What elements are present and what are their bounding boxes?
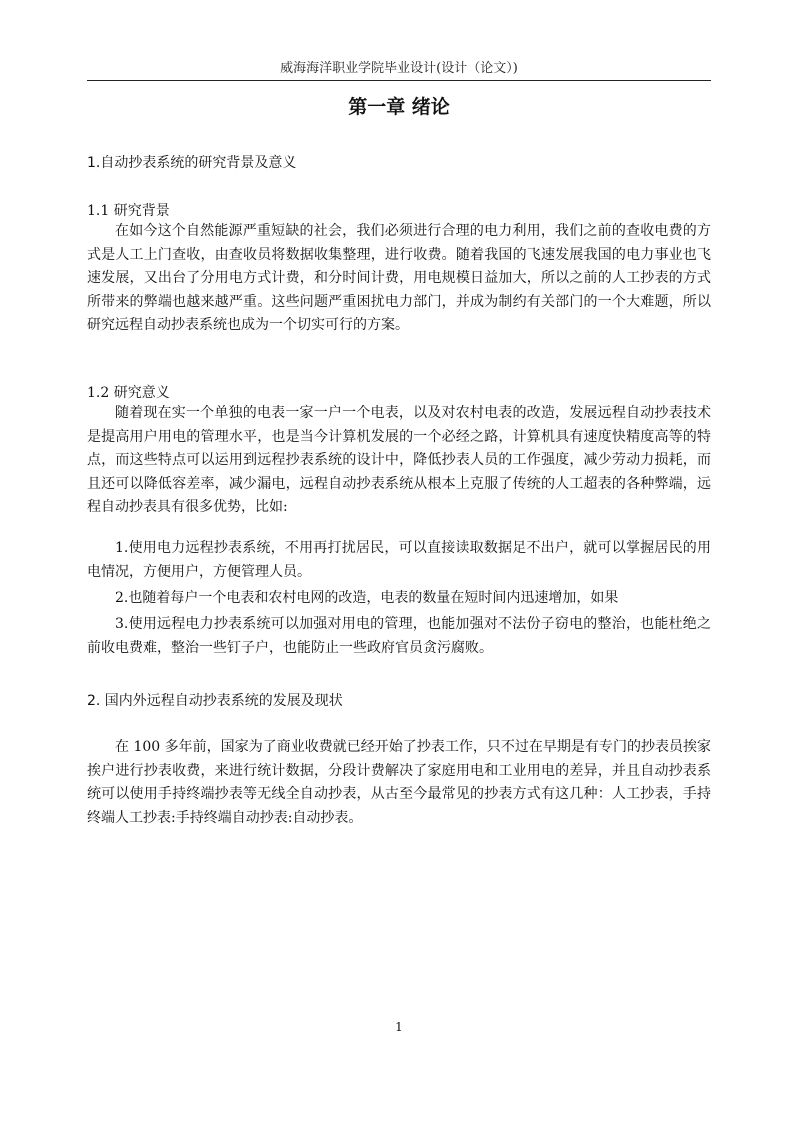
running-header: 威海海洋职业学院毕业设计(设计（论文）) bbox=[280, 61, 518, 76]
subsection-1-1-heading: 1.1 研究背景 bbox=[87, 203, 170, 219]
section-2-heading: 2. 国内外远程自动抄表系统的发展及现状 bbox=[87, 693, 343, 709]
list-item-3: 3.使用远程电力抄表系统可以加强对用电的管理，也能加强对不法份子窃电的整治，也能杜绝之前收电费难，整治一些钉子户，也能防止一些政府官员贪污腐败。 bbox=[87, 616, 711, 656]
header-divider bbox=[87, 80, 711, 81]
list-item-2: 2.也随着每户一个电表和农村电网的改造，电表的数量在短时间内迅速增加，如果 bbox=[115, 590, 619, 606]
chapter-title: 第一章 绪论 bbox=[348, 96, 450, 118]
subsection-1-2-heading: 1.2 研究意义 bbox=[87, 385, 170, 401]
section-1-heading: 1.自动抄表系统的研究背景及意义 bbox=[87, 155, 297, 171]
subsection-1-1-paragraph: 在如今这个自然能源严重短缺的社会，我们必须进行合理的电力利用，我们之前的查收电费的方式是人工上门查收，由查收员将数据收集整理，进行收费。随着我国的飞速发展我国的电力事业也飞速发展，又出台了分用电方式计费，和分时间计费，用电规模日益加大，所以之前的人工抄表的方式所带来的弊端也越来越严重。这些问题严重困扰电力部门，并成为制约有关部门的一个大难题，所以研究远程自动抄表系统也成为一个切实可行的方案。 bbox=[87, 223, 711, 333]
section-2-paragraph: 在 100 多年前，国家为了商业收费就已经开始了抄表工作，只不过在早期是有专门的抄表员挨家挨户进行抄表收费，来进行统计数据，分段计费解决了家庭用电和工业用电的差异，并且自动抄表系统可以使用手持终端抄表等无线全自动抄表，从古至今最常见的抄表方式有这几种：人工抄表，手持终端人工抄表:手持终端自动抄表:自动抄表。 bbox=[87, 739, 711, 826]
subsection-1-2-paragraph: 随着现在实一个单独的电表一家一户一个电表，以及对农村电表的改造，发展远程自动抄表技术是提高用户用电的管理水平，也是当今计算机发展的一个必经之路，计算机具有速度快精度高等的特点，而这些特点可以运用到远程抄表系统的设计中，降低抄表人员的工作强度，减少劳动力损耗，而且还可以降低容差率，减少漏电，远程自动抄表系统从根本上克服了传统的人工超表的各种弊端，远程自动抄表具有很多优势，比如: bbox=[87, 405, 711, 515]
list-item-1: 1.使用电力远程抄表系统，不用再打扰居民，可以直接读取数据足不出户，就可以掌握居民的用电情况，方便用户，方便管理人员。 bbox=[87, 540, 711, 580]
page-number: 1 bbox=[395, 1020, 403, 1034]
